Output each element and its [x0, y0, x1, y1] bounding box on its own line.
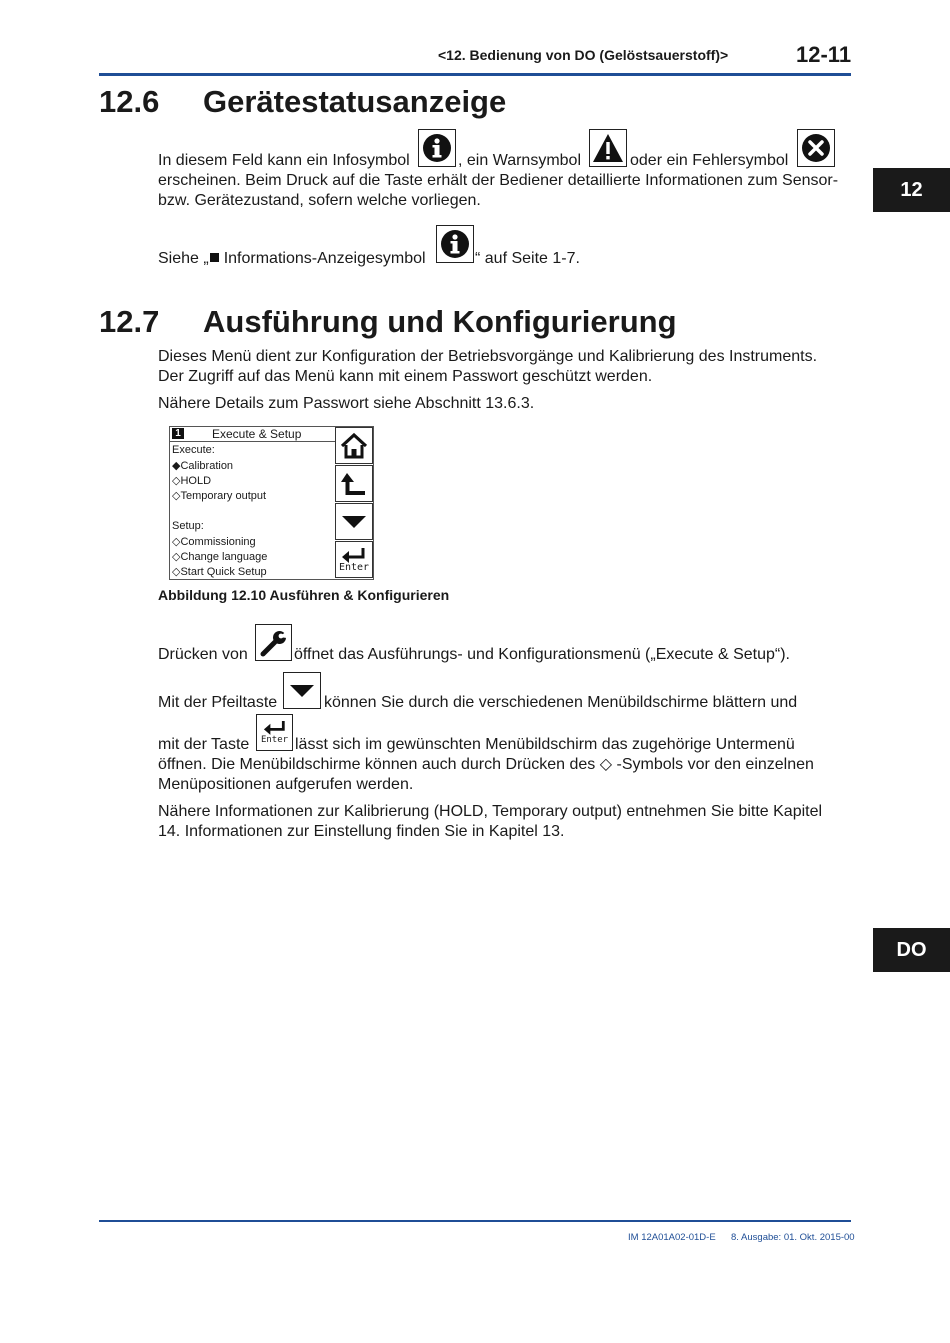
section-tab: [873, 928, 950, 972]
para-enter-key: mit der Taste: [158, 736, 250, 753]
wrench-button[interactable]: [255, 624, 292, 661]
diamond-icon: ◇: [172, 490, 181, 502]
section-title: Gerätestatusanzeige: [203, 84, 507, 119]
error-icon: [797, 129, 835, 167]
diamond-icon: ◇: [172, 475, 181, 487]
menu-item-label: Temporary output: [180, 490, 267, 502]
setup-label: Setup:: [172, 520, 204, 532]
home-icon: [339, 432, 369, 460]
enter-icon: [341, 547, 367, 563]
para-12-7-line1: Dieses Menü dient zur Konfiguration der Betriebsvorgänge und Kalibrierung des Instruments.: [158, 348, 818, 365]
para-12-6-line3: bzw. Gerätezustand, sofern welche vorliegen.: [158, 192, 481, 209]
info-icon: [436, 225, 474, 263]
wrench-icon: [260, 629, 288, 657]
menu-item-start-quick-setup[interactable]: [172, 565, 267, 578]
screen-title-bar: [170, 427, 335, 442]
section-number: 12.7: [99, 304, 160, 339]
menu-item-label: Start Quick Setup: [180, 566, 267, 578]
section-tab-label: DO: [896, 938, 927, 961]
menu-item-temporary-output[interactable]: [172, 489, 266, 502]
text-segment: In diesem Feld kann ein Infosymbol: [158, 152, 410, 169]
para-12-6-line1: [158, 151, 410, 171]
diamond-icon: ◇: [172, 566, 181, 578]
back-button[interactable]: [335, 465, 373, 502]
menu-item-calibration[interactable]: [172, 459, 233, 472]
footer-doc-id: IM 12A01A02-01D-E: [628, 1232, 716, 1243]
link-info-symbol[interactable]: Informations-Anzeigesymbol: [223, 250, 426, 267]
footer-rule: [99, 1220, 851, 1222]
para-enter-key-tail: lässt sich im gewünschten Menübildschirm das zugehörige Untermenü: [295, 736, 795, 753]
warning-icon: [589, 129, 627, 167]
para-12-6-see: [158, 249, 426, 269]
para-press-wrench: Drücken von: [158, 646, 248, 663]
enter-button[interactable]: [256, 714, 293, 751]
menu-item-commissioning[interactable]: [172, 535, 256, 548]
execute-setup-screen: [169, 426, 374, 580]
para-12-7-line2: Der Zugriff auf das Menü kann mit einem Passwort geschützt werden.: [158, 368, 653, 385]
enter-label: Enter: [338, 561, 370, 573]
section-title: Ausführung und Konfigurierung: [203, 304, 677, 339]
menu-item-label: Change language: [180, 551, 268, 563]
para-12-7-password-ref: Nähere Details zum Passwort siehe Abschnitt 13.6.3.: [158, 395, 535, 412]
text-segment: Siehe „: [158, 250, 209, 267]
info-icon: [418, 129, 456, 167]
text-segment: , ein Warnsymbol: [458, 152, 581, 169]
chapter-tab-label: 12: [900, 178, 923, 201]
enter-label: Enter: [260, 735, 289, 745]
para-12-6-line1c: [630, 151, 788, 171]
menu-item-change-language[interactable]: [172, 550, 267, 563]
header-chapter-title: <12. Bedienung von DO (Gelöstsauerstoff)>: [438, 47, 729, 63]
menu-item-label: HOLD: [180, 475, 212, 487]
header-rule: [99, 73, 851, 76]
page-number: 12-11: [796, 42, 852, 67]
diamond-icon: ◇: [172, 551, 181, 563]
down-triangle-icon: [289, 683, 315, 699]
enter-button[interactable]: [335, 541, 373, 578]
section-heading-12-6: [99, 84, 506, 120]
section-heading-12-7: [99, 304, 677, 340]
menu-item-hold[interactable]: [172, 474, 211, 487]
text-segment: oder ein Fehlersymbol: [630, 152, 789, 169]
screen-number-badge: 1: [172, 428, 184, 439]
enter-icon: [263, 720, 287, 735]
selected-diamond-icon: ◆: [172, 460, 181, 472]
black-square-icon: [210, 253, 219, 262]
down-button[interactable]: [283, 672, 321, 709]
home-button[interactable]: [335, 427, 373, 464]
para-press-wrench-tail: öffnet das Ausführungs- und Konfigurationsmenü („Execute & Setup“).: [294, 646, 790, 663]
chapter-tab: [873, 168, 950, 212]
figure-caption: Abbildung 12.10 Ausführen & Konfigurieren: [158, 587, 450, 603]
para-12-6-see-tail: “ auf Seite 1-7.: [475, 250, 580, 267]
para-arrow-key-tail: können Sie durch die verschiedenen Menübildschirme blättern und: [324, 694, 798, 711]
footer-edition: 8. Ausgabe: 01. Okt. 2015-00: [731, 1232, 855, 1243]
diamond-icon: ◇: [172, 536, 181, 548]
execute-label: Execute:: [172, 444, 215, 456]
menu-item-label: Commissioning: [180, 536, 256, 548]
para-enter-key-line3: Menüpositionen aufgerufen werden.: [158, 776, 414, 793]
para-enter-key-line2: öffnen. Die Menübildschirme können auch durch Drücken des ◇ -Symbols vor den einzelnen: [158, 756, 814, 773]
down-button[interactable]: [335, 503, 373, 540]
para-arrow-key: Mit der Pfeiltaste: [158, 694, 278, 711]
screen-title: Execute & Setup: [212, 427, 302, 441]
para-more-info-line1: Nähere Informationen zur Kalibrierung (HOLD, Temporary output) entnehmen Sie bitte Kapitel: [158, 803, 823, 820]
para-12-6-line2: erscheinen. Beim Druck auf die Taste erhält der Bediener detaillierte Informationen zum Sensor-: [158, 172, 839, 189]
back-arrow-icon: [340, 471, 368, 497]
para-12-6-line1b: [458, 151, 581, 171]
down-triangle-icon: [341, 514, 367, 530]
para-more-info-line2: 14. Informationen zur Einstellung finden Sie in Kapitel 13.: [158, 823, 565, 840]
section-number: 12.6: [99, 84, 160, 119]
menu-item-label: Calibration: [180, 460, 234, 472]
